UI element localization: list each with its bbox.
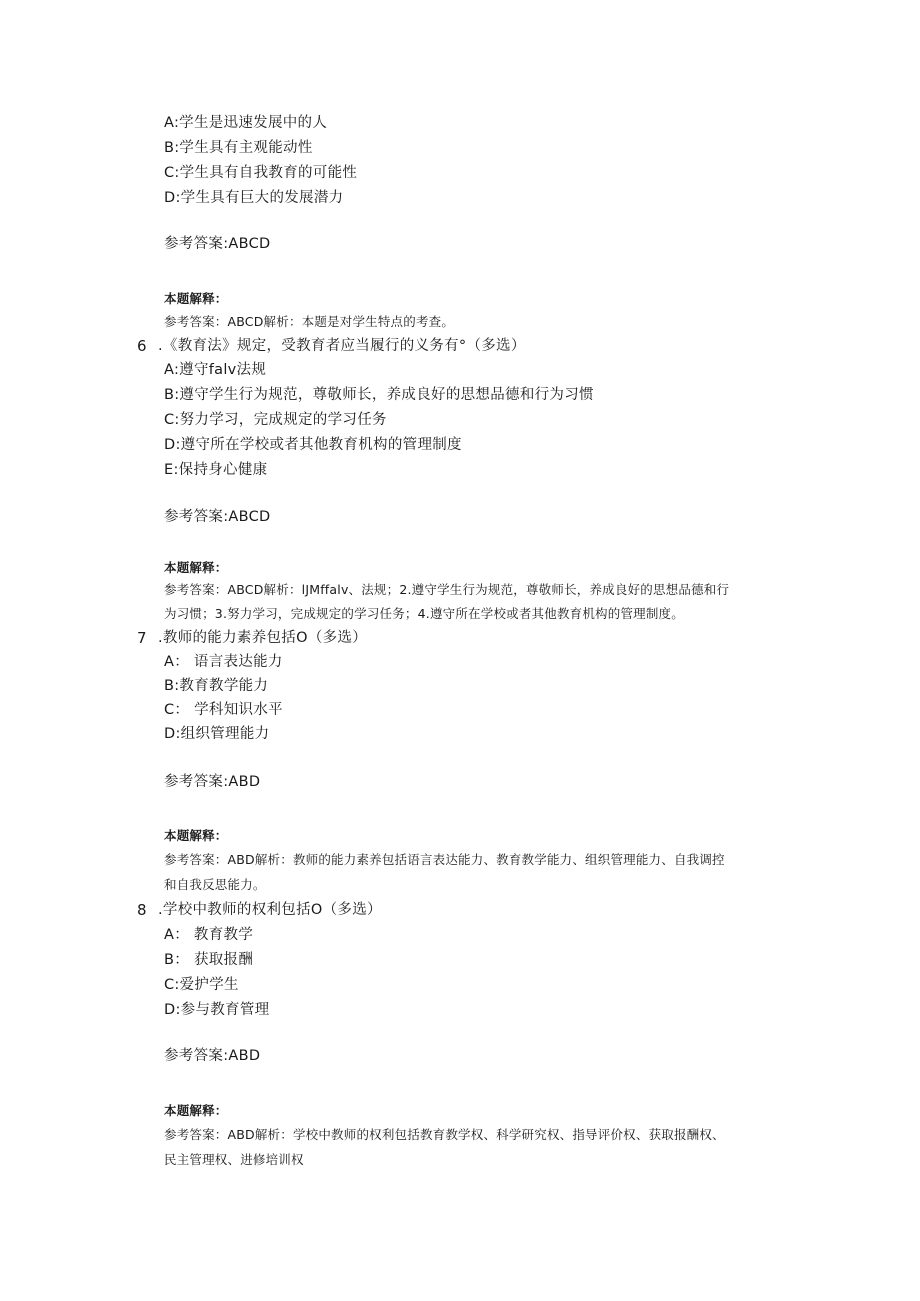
q8-text: .学校中教师的权利包括O（多选） [158, 902, 382, 918]
q7-text: .教师的能力素养包括O（多选） [158, 630, 368, 646]
q5-option-c: C:学生具有自我教育的可能性 [164, 165, 358, 181]
q8-explain-line-2: 民主管理权、进修培训权 [164, 1152, 304, 1167]
q7-explain-title: 本题解释： [164, 828, 228, 843]
q6-explain-line-2: 为习惯；3.努力学习，完成规定的学习任务；4.遵守所在学校或者其他教育机构的管理制度。 [164, 606, 684, 621]
q7-option-d: D:组织管理能力 [164, 726, 270, 742]
q8-explain-line-1: 参考答案：ABD解析：学校中教师的权利包括教育教学权、科学研究权、指导评价权、获取报酬权、 [164, 1127, 725, 1142]
q6-answer: 参考答案:ABCD [164, 509, 271, 525]
q7-option-a: A： 语言表达能力 [164, 654, 283, 670]
q8-option-c: C:爱护学生 [164, 977, 239, 993]
q6-option-b: B:遵守学生行为规范，尊敬师长，养成良好的思想品德和行为习惯 [164, 387, 594, 403]
q5-option-a: A:学生是迅速发展中的人 [164, 115, 328, 131]
q8-option-b: B： 获取报酬 [164, 952, 254, 968]
q7-number: 7 [137, 629, 147, 647]
q6-number: 6 [137, 337, 147, 355]
q5-answer: 参考答案:ABCD [164, 236, 271, 252]
q5-explain-line-1: 参考答案：ABCD解析：本题是对学生特点的考查。 [164, 314, 455, 329]
q8-explain-title: 本题解释： [164, 1103, 228, 1118]
q5-option-d: D:学生具有巨大的发展潜力 [164, 190, 344, 206]
q6-option-a: A:遵守falv法规 [164, 362, 267, 378]
q7-option-b: B:教育教学能力 [164, 678, 269, 694]
q6-option-d: D:遵守所在学校或者其他教育机构的管理制度 [164, 437, 462, 453]
q6-option-e: E:保持身心健康 [164, 462, 268, 478]
q8-option-a: A： 教育教学 [164, 927, 254, 943]
q8-option-d: D:参与教育管理 [164, 1002, 270, 1018]
q6-explain-line-1: 参考答案：ABCD解析：lJMffalv、法规；2.遵守学生行为规范，尊敬师长，养成良好的思想品德和行 [164, 582, 730, 597]
q8-number: 8 [137, 901, 147, 919]
q5-explain-title: 本题解释： [164, 291, 228, 306]
q5-option-b: B:学生具有主观能动性 [164, 140, 313, 156]
q7-explain-line-1: 参考答案：ABD解析：教师的能力素养包括语言表达能力、教育教学能力、组织管理能力、自我调控 [164, 852, 725, 867]
q7-explain-line-2: 和自我反思能力。 [164, 877, 266, 892]
q7-answer: 参考答案:ABD [164, 774, 261, 790]
q7-option-c: C： 学科知识水平 [164, 702, 283, 718]
q6-option-c: C:努力学习，完成规定的学习任务 [164, 412, 387, 428]
q6-explain-title: 本题解释： [164, 560, 228, 575]
q8-answer: 参考答案:ABD [164, 1048, 261, 1064]
q6-text: .《教育法》规定，受教育者应当履行的义务有°（多选） [158, 338, 526, 354]
